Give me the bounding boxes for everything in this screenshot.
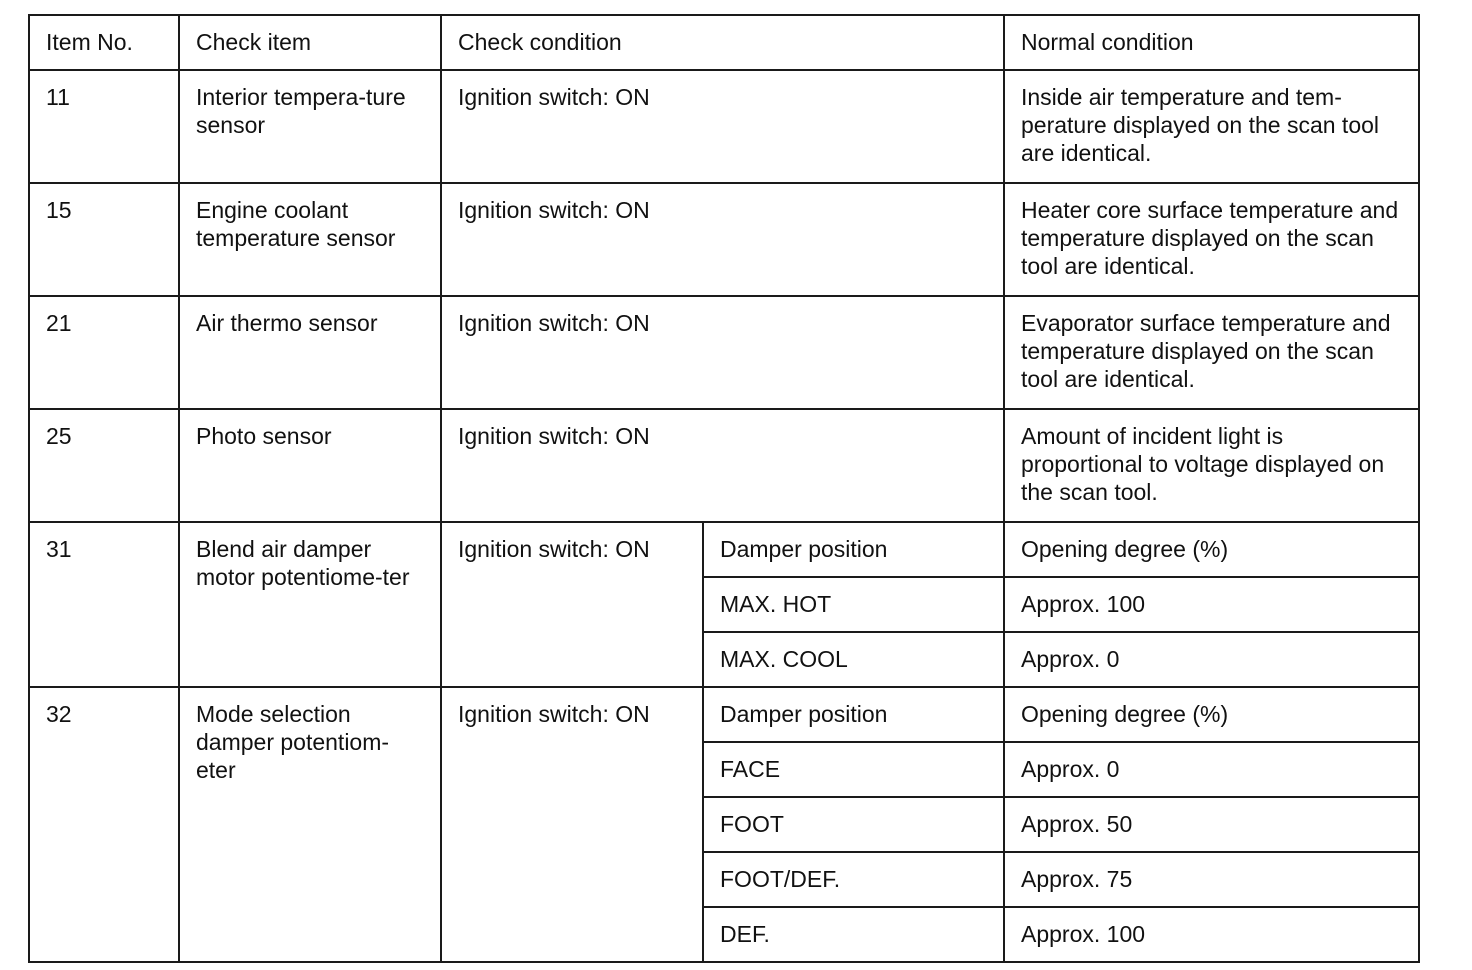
normal-condition-cell: Evaporator surface temperature and temperature displayed on the scan tool are identical. bbox=[1004, 296, 1419, 409]
opening-degree-cell: Opening degree (%) bbox=[1004, 522, 1419, 577]
opening-degree-cell: Approx. 50 bbox=[1004, 797, 1419, 852]
check-item-cell: Interior tempera-ture sensor bbox=[179, 70, 441, 183]
normal-condition-cell: Heater core surface temperature and temperature displayed on the scan tool are identical. bbox=[1004, 183, 1419, 296]
table-row bbox=[29, 409, 1419, 522]
check-table bbox=[28, 14, 1420, 963]
opening-degree-cell: Approx. 75 bbox=[1004, 852, 1419, 907]
check-condition-cell: Ignition switch: ON bbox=[441, 409, 1004, 522]
table-row bbox=[29, 296, 1419, 409]
item-no-cell: 32 bbox=[29, 687, 179, 962]
damper-position-cell: FACE bbox=[703, 742, 1004, 797]
check-condition-cell: Ignition switch: ON bbox=[441, 687, 703, 962]
check-condition-cell: Ignition switch: ON bbox=[441, 522, 703, 687]
normal-condition-cell: Amount of incident light is proportional to voltage displayed on the scan tool. bbox=[1004, 409, 1419, 522]
opening-degree-cell: Opening degree (%) bbox=[1004, 687, 1419, 742]
header-normal-condition: Normal condition bbox=[1004, 15, 1419, 70]
table-row bbox=[29, 687, 1419, 742]
opening-degree-cell: Approx. 0 bbox=[1004, 632, 1419, 687]
opening-degree-cell: Approx. 100 bbox=[1004, 577, 1419, 632]
item-no-cell: 15 bbox=[29, 183, 179, 296]
header-check-item: Check item bbox=[179, 15, 441, 70]
damper-position-cell: FOOT bbox=[703, 797, 1004, 852]
table-row bbox=[29, 183, 1419, 296]
damper-position-cell: MAX. COOL bbox=[703, 632, 1004, 687]
item-no-cell: 25 bbox=[29, 409, 179, 522]
check-condition-cell: Ignition switch: ON bbox=[441, 296, 1004, 409]
damper-position-cell: Damper position bbox=[703, 687, 1004, 742]
damper-position-cell: DEF. bbox=[703, 907, 1004, 962]
check-condition-cell: Ignition switch: ON bbox=[441, 70, 1004, 183]
opening-degree-cell: Approx. 100 bbox=[1004, 907, 1419, 962]
table-row bbox=[29, 522, 1419, 577]
table-row bbox=[29, 70, 1419, 183]
check-item-cell: Photo sensor bbox=[179, 409, 441, 522]
header-item-no: Item No. bbox=[29, 15, 179, 70]
check-condition-cell: Ignition switch: ON bbox=[441, 183, 1004, 296]
normal-condition-cell: Inside air temperature and tem-perature displayed on the scan tool are identical. bbox=[1004, 70, 1419, 183]
header-row bbox=[29, 15, 1419, 70]
damper-position-cell: MAX. HOT bbox=[703, 577, 1004, 632]
item-no-cell: 21 bbox=[29, 296, 179, 409]
item-no-cell: 31 bbox=[29, 522, 179, 687]
check-item-cell: Blend air damper motor potentiome-ter bbox=[179, 522, 441, 687]
item-no-cell: 11 bbox=[29, 70, 179, 183]
opening-degree-cell: Approx. 0 bbox=[1004, 742, 1419, 797]
header-check-condition: Check condition bbox=[441, 15, 1004, 70]
damper-position-cell: Damper position bbox=[703, 522, 1004, 577]
damper-position-cell: FOOT/DEF. bbox=[703, 852, 1004, 907]
check-item-cell: Mode selection damper potentiom-eter bbox=[179, 687, 441, 962]
check-item-cell: Engine coolant temperature sensor bbox=[179, 183, 441, 296]
check-item-cell: Air thermo sensor bbox=[179, 296, 441, 409]
